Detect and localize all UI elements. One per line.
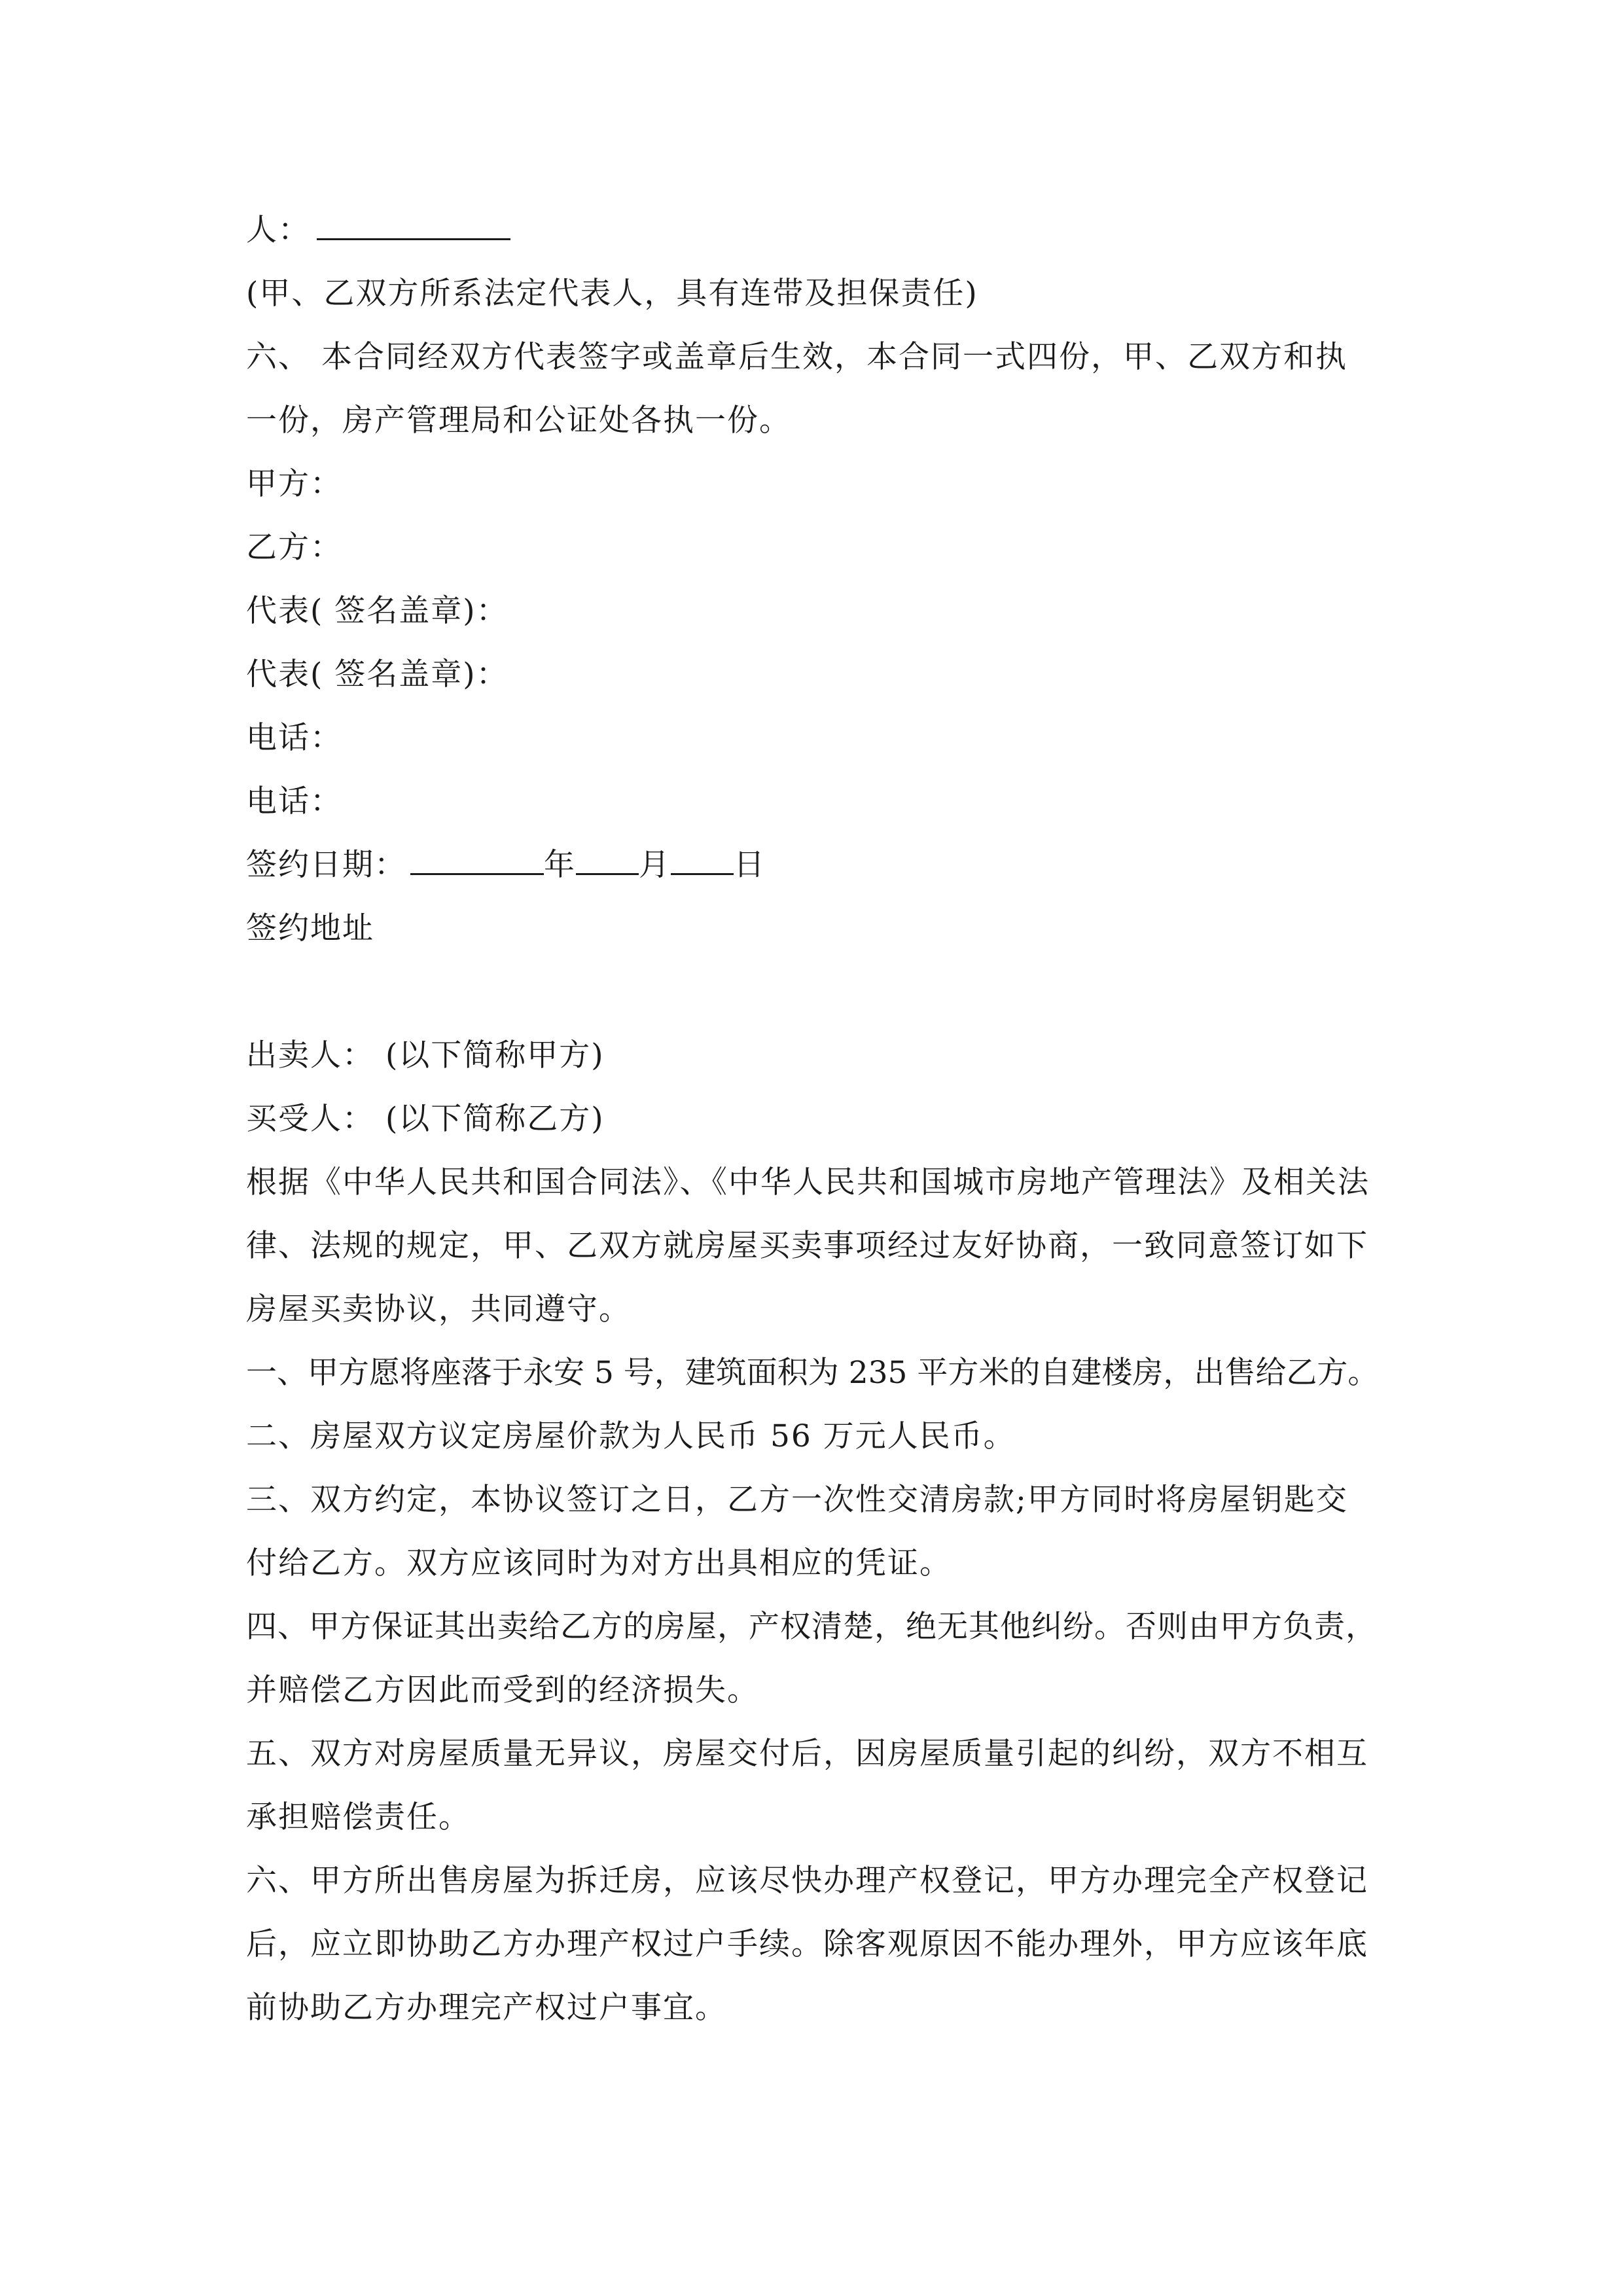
rep-label: 人： <box>246 212 310 248</box>
phone-b: 电话： <box>246 783 342 819</box>
preamble-line3: 房屋买卖协议，共同遵守。 <box>246 1291 631 1327</box>
party-b-label: 乙方： <box>246 529 342 565</box>
clause4-line2: 并赔偿乙方因此而受到的经济损失。 <box>246 1672 759 1708</box>
rep-a-signature: 代表( 签名盖章)： <box>246 593 508 629</box>
day-blank <box>671 843 734 875</box>
buyer-line: 买受人： (以下简称乙方) <box>246 1101 605 1137</box>
preamble-line2: 律、法规的规定，甲、乙双方就房屋买卖事项经过友好协商，一致同意签订如下 <box>246 1228 1368 1264</box>
month-label: 月 <box>639 847 671 883</box>
month-blank <box>576 843 639 875</box>
year-blank <box>410 843 544 875</box>
clause1: 一、甲方愿将座落于永安 5 号，建筑面积为 235 平方米的自建楼房，出售给乙方。 <box>246 1355 1379 1391</box>
representative-line <box>246 198 1378 262</box>
clause3-line2: 付给乙方。双方应该同时为对方出具相应的凭证。 <box>246 1545 952 1581</box>
clause4-line1: 四、甲方保证其出卖给乙方的房屋，产权清楚，绝无其他纠纷。否则由甲方负责， <box>246 1609 1377 1645</box>
clause6-effective-line1: 六、 本合同经双方代表签字或盖章后生效，本合同一式四份，甲、乙双方和执 <box>246 339 1347 375</box>
clause5-line1: 五、双方对房屋质量无异议，房屋交付后，因房屋质量引起的纠纷，双方不相互 <box>246 1736 1368 1772</box>
clause6-line3: 前协助乙方办理完产权过户事宜。 <box>246 1990 727 2026</box>
seller-line: 出卖人： (以下简称甲方) <box>246 1037 605 1073</box>
signing-date <box>246 833 1378 897</box>
rep-blank <box>317 208 510 240</box>
party-a-label: 甲方： <box>246 466 342 502</box>
preamble-line1: 根据《中华人民共和国合同法》、《中华人民共和国城市房地产管理法》及相关法 <box>246 1164 1370 1200</box>
clause6-effective-line2: 一份，房产管理局和公证处各执一份。 <box>246 403 791 439</box>
clause5-line2: 承担赔偿责任。 <box>246 1799 471 1835</box>
clause3-line1: 三、双方约定，本协议签订之日，乙方一次性交清房款;甲方同时将房屋钥匙交 <box>246 1482 1348 1518</box>
date-label: 签约日期： <box>246 847 406 883</box>
signing-place: 签约地址 <box>246 910 374 946</box>
clause6-line1: 六、甲方所出售房屋为拆迁房，应该尽快办理产权登记，甲方办理完全产权登记 <box>246 1863 1368 1899</box>
year-label: 年 <box>544 847 576 883</box>
rep-b-signature: 代表( 签名盖章)： <box>246 656 508 692</box>
phone-a: 电话： <box>246 720 342 756</box>
clause2: 二、房屋双方议定房屋价款为人民币 56 万元人民币。 <box>246 1418 1016 1454</box>
day-label: 日 <box>734 847 766 883</box>
liability-note: (甲、乙双方所系法定代表人，具有连带及担保责任) <box>246 276 978 312</box>
clause6-line2: 后，应立即协助乙方办理产权过户手续。除客观原因不能办理外，甲方应该年底 <box>246 1926 1368 1962</box>
